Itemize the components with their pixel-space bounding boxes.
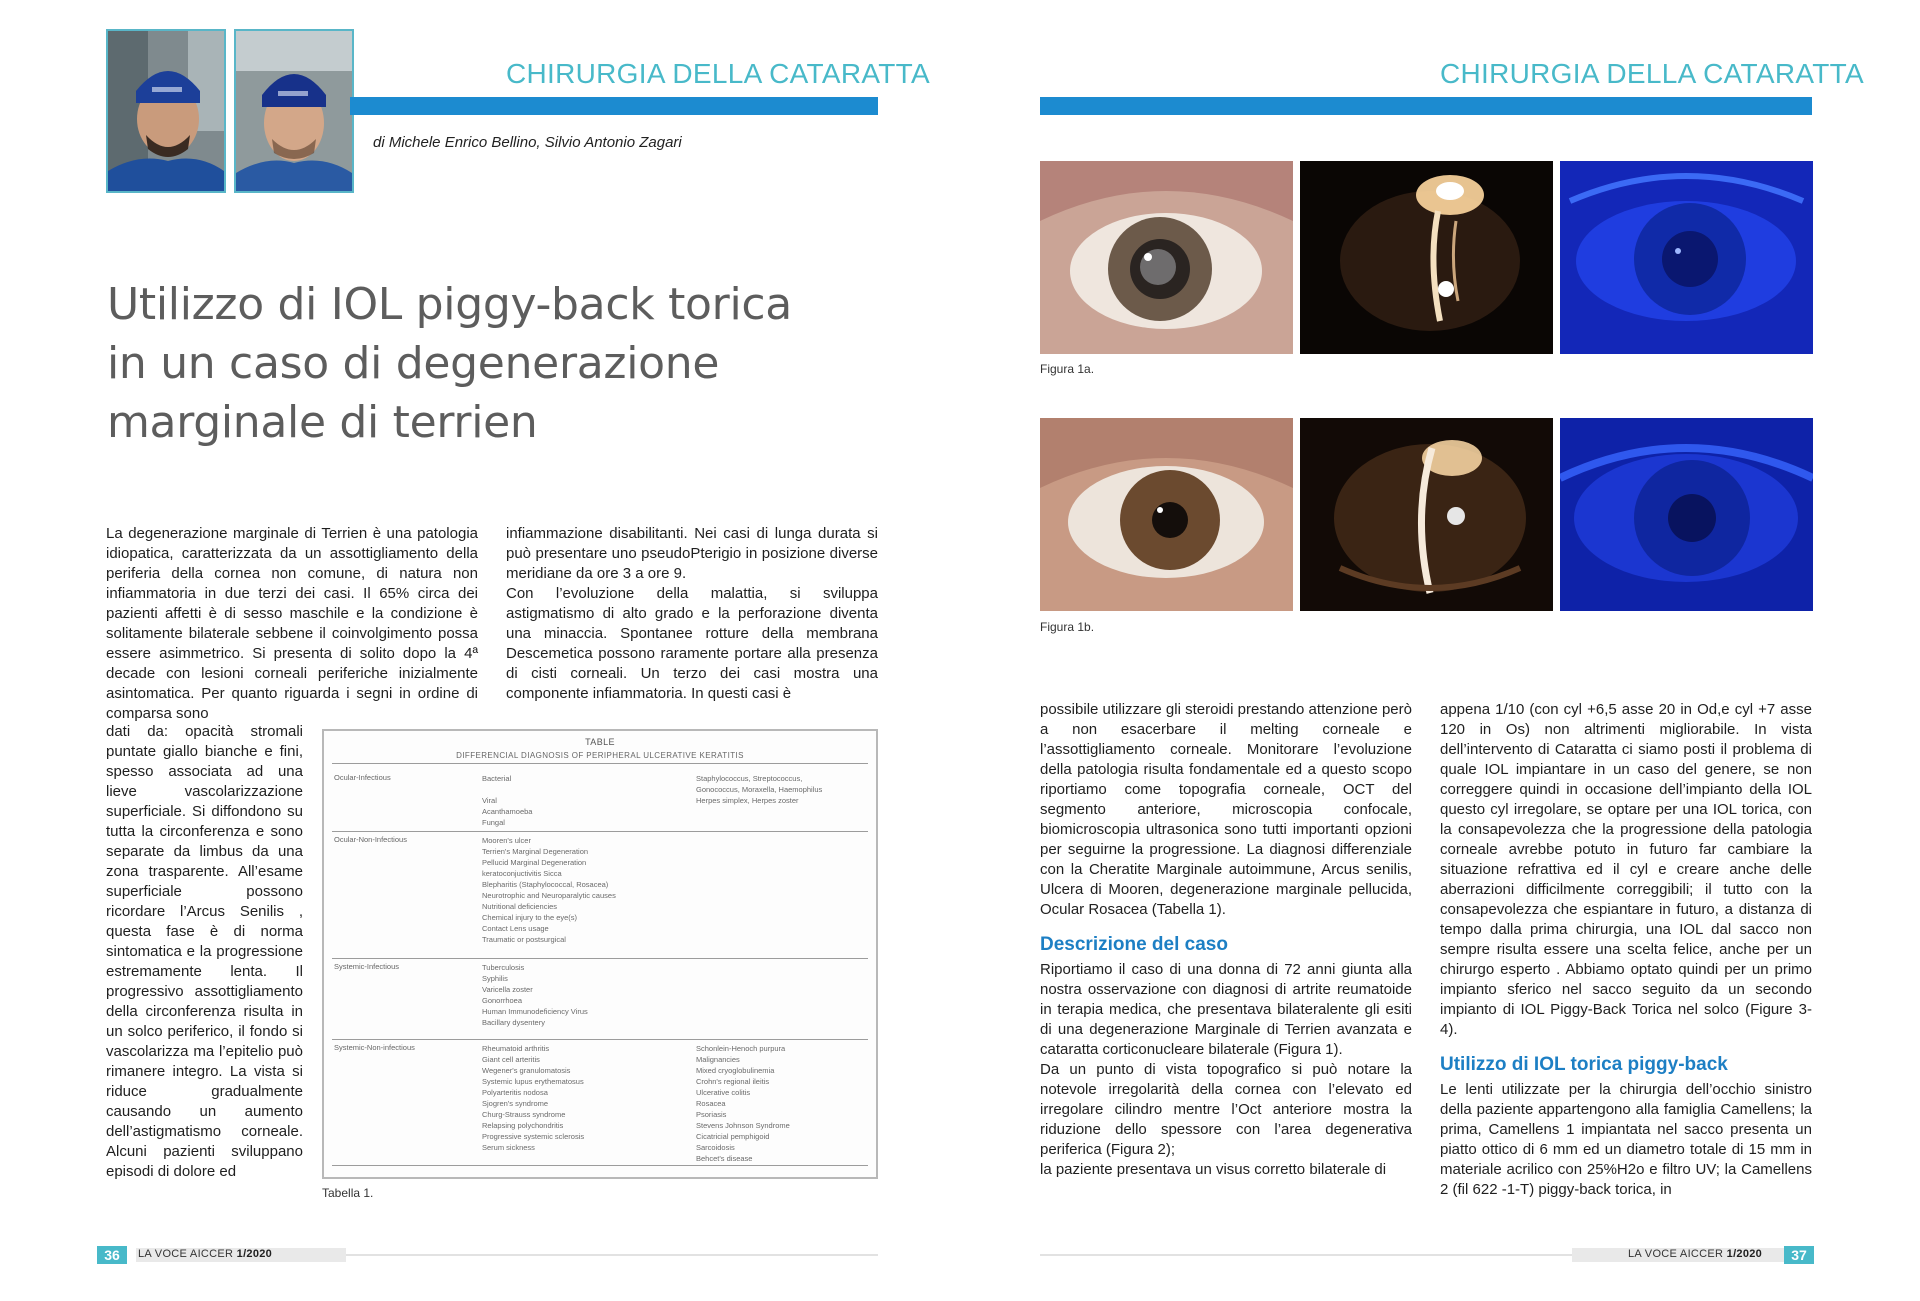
table-cause: Cicatricial pemphigoid bbox=[696, 1132, 770, 1141]
footer-magazine bbox=[138, 1248, 272, 1260]
table-cause: Behcet's disease bbox=[696, 1154, 753, 1163]
table-condition-list bbox=[482, 962, 588, 1028]
table-condition-list bbox=[482, 835, 616, 945]
table-subtitle: DIFFERENCIAL DIAGNOSIS OF PERIPHERAL ULCERATIVE KERATITIS bbox=[456, 751, 744, 760]
table-category: Ocular-Non-Infectious bbox=[334, 835, 407, 844]
body-text-col1-narrow: dati da: opacità stromali puntate giallo bianche e fini, spesso associata ad una lieve vascolarizzazione superficiale. Si diffondono su tutta la circonferenza e sono separate da limbus da una zona trasparente. All’esame superficiale possono ricordare l’Arcus Senilis , questa fase è di norma sintomatica e la progressione estremamente lenta. Il progressivo assottigliamento della circonferenza risulta in un solco periferico, il fondo si vascolarizza ma l’epitelio può rimanere integro. La vista si riduce gradualmente causando un aumento dell’astigmatismo corneale. Alcuni pazienti sviluppano episodi di dolore ed bbox=[106, 723, 303, 1180]
table-cause: Mixed cryoglobulinemia bbox=[696, 1066, 775, 1075]
author-photo-1 bbox=[106, 29, 226, 193]
table-cause: Ulcerative colitis bbox=[696, 1088, 751, 1097]
table-condition bbox=[482, 784, 532, 795]
table-condition: keratoconjuctivitis Sicca bbox=[482, 869, 562, 878]
body-text-col1-a: possibile utilizzare gli steroidi prestando attenzione però a non esacerbare il melting corneale e l’assottigliamento corneale. Monitorare l’evoluzione della patologia risulta fondamentale ed a questo scopo riportiamo come topografia corneale, OCT del segmento anteriore, microscopia confocale, biomicroscopia ultrasonica sono tutti importanti opzioni per seguirne la progressione. La diagnosi differenziale con la Cheratite Marginale autoimmune, Arcus senilis, Ulcera di Mooren, degenerazione marginale pellucida, Ocular Rosacea (Tabella 1). bbox=[1040, 701, 1412, 918]
table-condition: Churg-Strauss syndrome bbox=[482, 1110, 566, 1119]
body-text-col1-b: Riportiamo il caso di una donna di 72 anni giunta alla nostra osservazione con diagnosi di artrite reumatoide in terapia medica, che presentava bilateralente gli esiti di una degenerazione Marginale di Terrien avanzata e cataratta corticonucleare bilaterale (Figura 1). Da un punto di vista topografico si può notare la notevole irregolarità della cornea con l’elevato ed irregolare cilindro mentre l’Oct anteriore mostra la riduzione dello spessore con l’area degenerativa periferica (Figura 2); la paziente presentava un visus corretto bilaterale di bbox=[1040, 961, 1412, 1178]
table-condition: Sjogren's syndrome bbox=[482, 1099, 549, 1108]
table-condition: Neurotrophic and Neuroparalytic causes bbox=[482, 891, 616, 900]
body-text-col2-a: appena 1/10 (con cyl +6,5 asse 20 in Od,e cyl +7 asse 120 in Os) non altrimenti migliorabile. In vista dell’intervento di Cataratta ci siamo posti il problema di quale IOL impiantare in un caso del genere, se non correggere quindi in occasione dell’impianto della IOL questo cyl irregolare, se optare per una IOL torica, con la consapevolezza che la progressione della patologia corneale avrebbe potuto in futuro far cambiare la situazione refrattiva ed il cyl e creare anche delle aberrazioni difficilmente correggibili; il tutto con la consapevolezza che espiantare in futuro, a distanza di tempo dalla prima chirurgia, una IOL dal sacco non sempre risulta essere una scelta felice, anche per un chirurgo esperto . Abbiamo optato quindi per un primo impianto sferico nel sacco seguito da un secondo impianto di IOL Piggy-Back Torica nel solco (Figure 3-4). bbox=[1440, 701, 1812, 1038]
table-condition: Chemical injury to the eye(s) bbox=[482, 913, 578, 922]
table-cause: Psoriasis bbox=[696, 1110, 727, 1119]
table-caption: Tabella 1. bbox=[322, 1186, 374, 1200]
table-rule bbox=[332, 831, 868, 832]
table-category: Systemic-Non-infectious bbox=[334, 1043, 415, 1052]
table-condition: Traumatic or postsurgical bbox=[482, 935, 566, 944]
section-heading-case: Descrizione del caso bbox=[1040, 934, 1228, 955]
table-category: Ocular-Infectious bbox=[334, 773, 391, 782]
section-heading-toric-iol: Utilizzo di IOL torica piggy-back bbox=[1440, 1054, 1728, 1075]
table-condition: Rheumatoid arthritis bbox=[482, 1044, 550, 1053]
table-rule bbox=[332, 1165, 868, 1166]
figure-1b-photo-1 bbox=[1040, 418, 1293, 611]
issue-number: 1/2020 bbox=[236, 1248, 273, 1260]
table-condition: Mooren's ulcer bbox=[482, 836, 531, 845]
section-title: CHIRURGIA DELLA CATARATTA bbox=[506, 58, 930, 89]
article-title bbox=[107, 275, 827, 452]
table-cause-list bbox=[696, 1043, 790, 1164]
table-cause: Rosacea bbox=[696, 1099, 726, 1108]
figure-1a-photo-3 bbox=[1560, 161, 1813, 354]
right-page bbox=[960, 0, 1920, 1301]
figure-1a-photo-1 bbox=[1040, 161, 1293, 354]
table-condition: Blepharitis (Staphylococcal, Rosacea) bbox=[482, 880, 609, 889]
table-cause: Staphylococcus, Streptococcus, bbox=[696, 774, 803, 783]
table-condition: Fungal bbox=[482, 818, 505, 827]
page-number: 36 bbox=[97, 1246, 127, 1264]
table-condition: Terrien's Marginal Degeneration bbox=[482, 847, 589, 856]
table-condition: Gonorrhoea bbox=[482, 996, 523, 1005]
table-condition: Tuberculosis bbox=[482, 963, 525, 972]
table-condition: Relapsing polychondritis bbox=[482, 1121, 564, 1130]
table-condition: Varicella zoster bbox=[482, 985, 533, 994]
table-title: TABLE bbox=[585, 737, 615, 747]
figure-1b-photo-3 bbox=[1560, 418, 1813, 611]
table-cause: Gonococcus, Moraxella, Haemophilus bbox=[696, 785, 823, 794]
table-rule bbox=[332, 958, 868, 959]
table-condition: Viral bbox=[482, 796, 497, 805]
header-rule bbox=[350, 97, 878, 115]
page-number: 37 bbox=[1784, 1246, 1814, 1264]
footer-magazine bbox=[1628, 1248, 1762, 1260]
table-condition: Progressive systemic sclerosis bbox=[482, 1132, 585, 1141]
table-category: Systemic-Infectious bbox=[334, 962, 400, 971]
magazine-name: LA VOCE AICCER bbox=[1628, 1248, 1724, 1260]
magazine-name: LA VOCE AICCER bbox=[138, 1248, 234, 1260]
table-condition: Bacillary dysentery bbox=[482, 1018, 545, 1027]
header-rule bbox=[1040, 97, 1812, 115]
differential-diagnosis-table bbox=[322, 729, 878, 1179]
table-cause: Malignancies bbox=[696, 1055, 740, 1064]
body-text-col1-top: La degenerazione marginale di Terrien è una patologia idiopatica, caratterizzata da un assottigliamento della periferia della cornea non comune, di natura non infiammatoria in due terzi dei casi. Il 65% circa dei pazienti affetti è di sesso maschile e la condizione è solitamente bilaterale sebbene il coinvolgimento possa essere asimmetrico. Si presenta di solito dopo la 4ª decade con lesioni corneali periferiche inizialmente asintomatica. Per quanto riguarda i segni in ordine di comparsa sono bbox=[106, 525, 478, 722]
table-condition-list bbox=[482, 1043, 584, 1153]
section-title: CHIRURGIA DELLA CATARATTA bbox=[1440, 58, 1864, 89]
figure-1a-photo-2 bbox=[1300, 161, 1553, 354]
table-cause-list bbox=[696, 773, 822, 806]
table-condition: Pellucid Marginal Degeneration bbox=[482, 858, 587, 867]
table-rule bbox=[332, 1039, 868, 1040]
table-condition: Serum sickness bbox=[482, 1143, 535, 1152]
article-title-line: in un caso di degenerazione bbox=[107, 338, 720, 389]
author-byline: di Michele Enrico Bellino, Silvio Antonio Zagari bbox=[373, 134, 682, 151]
issue-number: 1/2020 bbox=[1726, 1248, 1763, 1260]
table-rule bbox=[332, 763, 868, 764]
figure-1b-caption: Figura 1b. bbox=[1040, 620, 1095, 634]
figure-1a-caption: Figura 1a. bbox=[1040, 362, 1095, 376]
table-condition: Acanthamoeba bbox=[482, 807, 533, 816]
table-condition: Bacterial bbox=[482, 774, 512, 783]
figure-1b-photo-2 bbox=[1300, 418, 1553, 611]
table-condition: Wegener's granulomatosis bbox=[482, 1066, 571, 1075]
article-title-line: Utilizzo di IOL piggy-back torica bbox=[107, 279, 792, 330]
body-text-col2: infiammazione disabilitanti. Nei casi di lunga durata si può presentare uno pseudoPterigio in posizione diverse meridiane da ore 3 a ore 9. Con l’evoluzione della malattia, si sviluppa astigmatismo di alto grado e la perforazione diventa una minaccia. Spontanee rotture della membrana Descemetica possono raramente portare alla presenza di cisti corneali. Un terzo dei casi mostra una componente infiammatoria. In questi casi è bbox=[506, 525, 878, 702]
author-photo-2 bbox=[234, 29, 354, 193]
table-condition: Giant cell arteritis bbox=[482, 1055, 540, 1064]
table-cause: Schonlein-Henoch purpura bbox=[696, 1044, 786, 1053]
table-cause: Herpes simplex, Herpes zoster bbox=[696, 796, 799, 805]
table-cause: Crohn's regional ileitis bbox=[696, 1077, 770, 1086]
table-cause: Stevens Johnson Syndrome bbox=[696, 1121, 790, 1130]
table-condition: Nutritional deficiencies bbox=[482, 902, 558, 911]
body-text-col2-b: Le lenti utilizzate per la chirurgia dell’occhio sinistro della paziente appartengono alla famiglia Camellens; la prima, Camellens 1 impiantata nel sacco presenta un piatto ottico di 6 mm ed un diametro totale di 15 mm in materiale acrilico con 25%H2o e filtro UV; la Camellens 2 (fil 622 -1-T) piggy-back torica, in bbox=[1440, 1081, 1812, 1198]
table-condition: Polyarteritis nodosa bbox=[482, 1088, 548, 1097]
table-condition: Human Immunodeficiency Virus bbox=[482, 1007, 588, 1016]
table-cause: Sarcoidosis bbox=[696, 1143, 735, 1152]
table-condition: Contact Lens usage bbox=[482, 924, 549, 933]
table-condition-list bbox=[482, 773, 532, 828]
table-condition: Syphilis bbox=[482, 974, 508, 983]
table-condition: Systemic lupus erythematosus bbox=[482, 1077, 584, 1086]
article-title-line: marginale di terrien bbox=[107, 397, 538, 448]
